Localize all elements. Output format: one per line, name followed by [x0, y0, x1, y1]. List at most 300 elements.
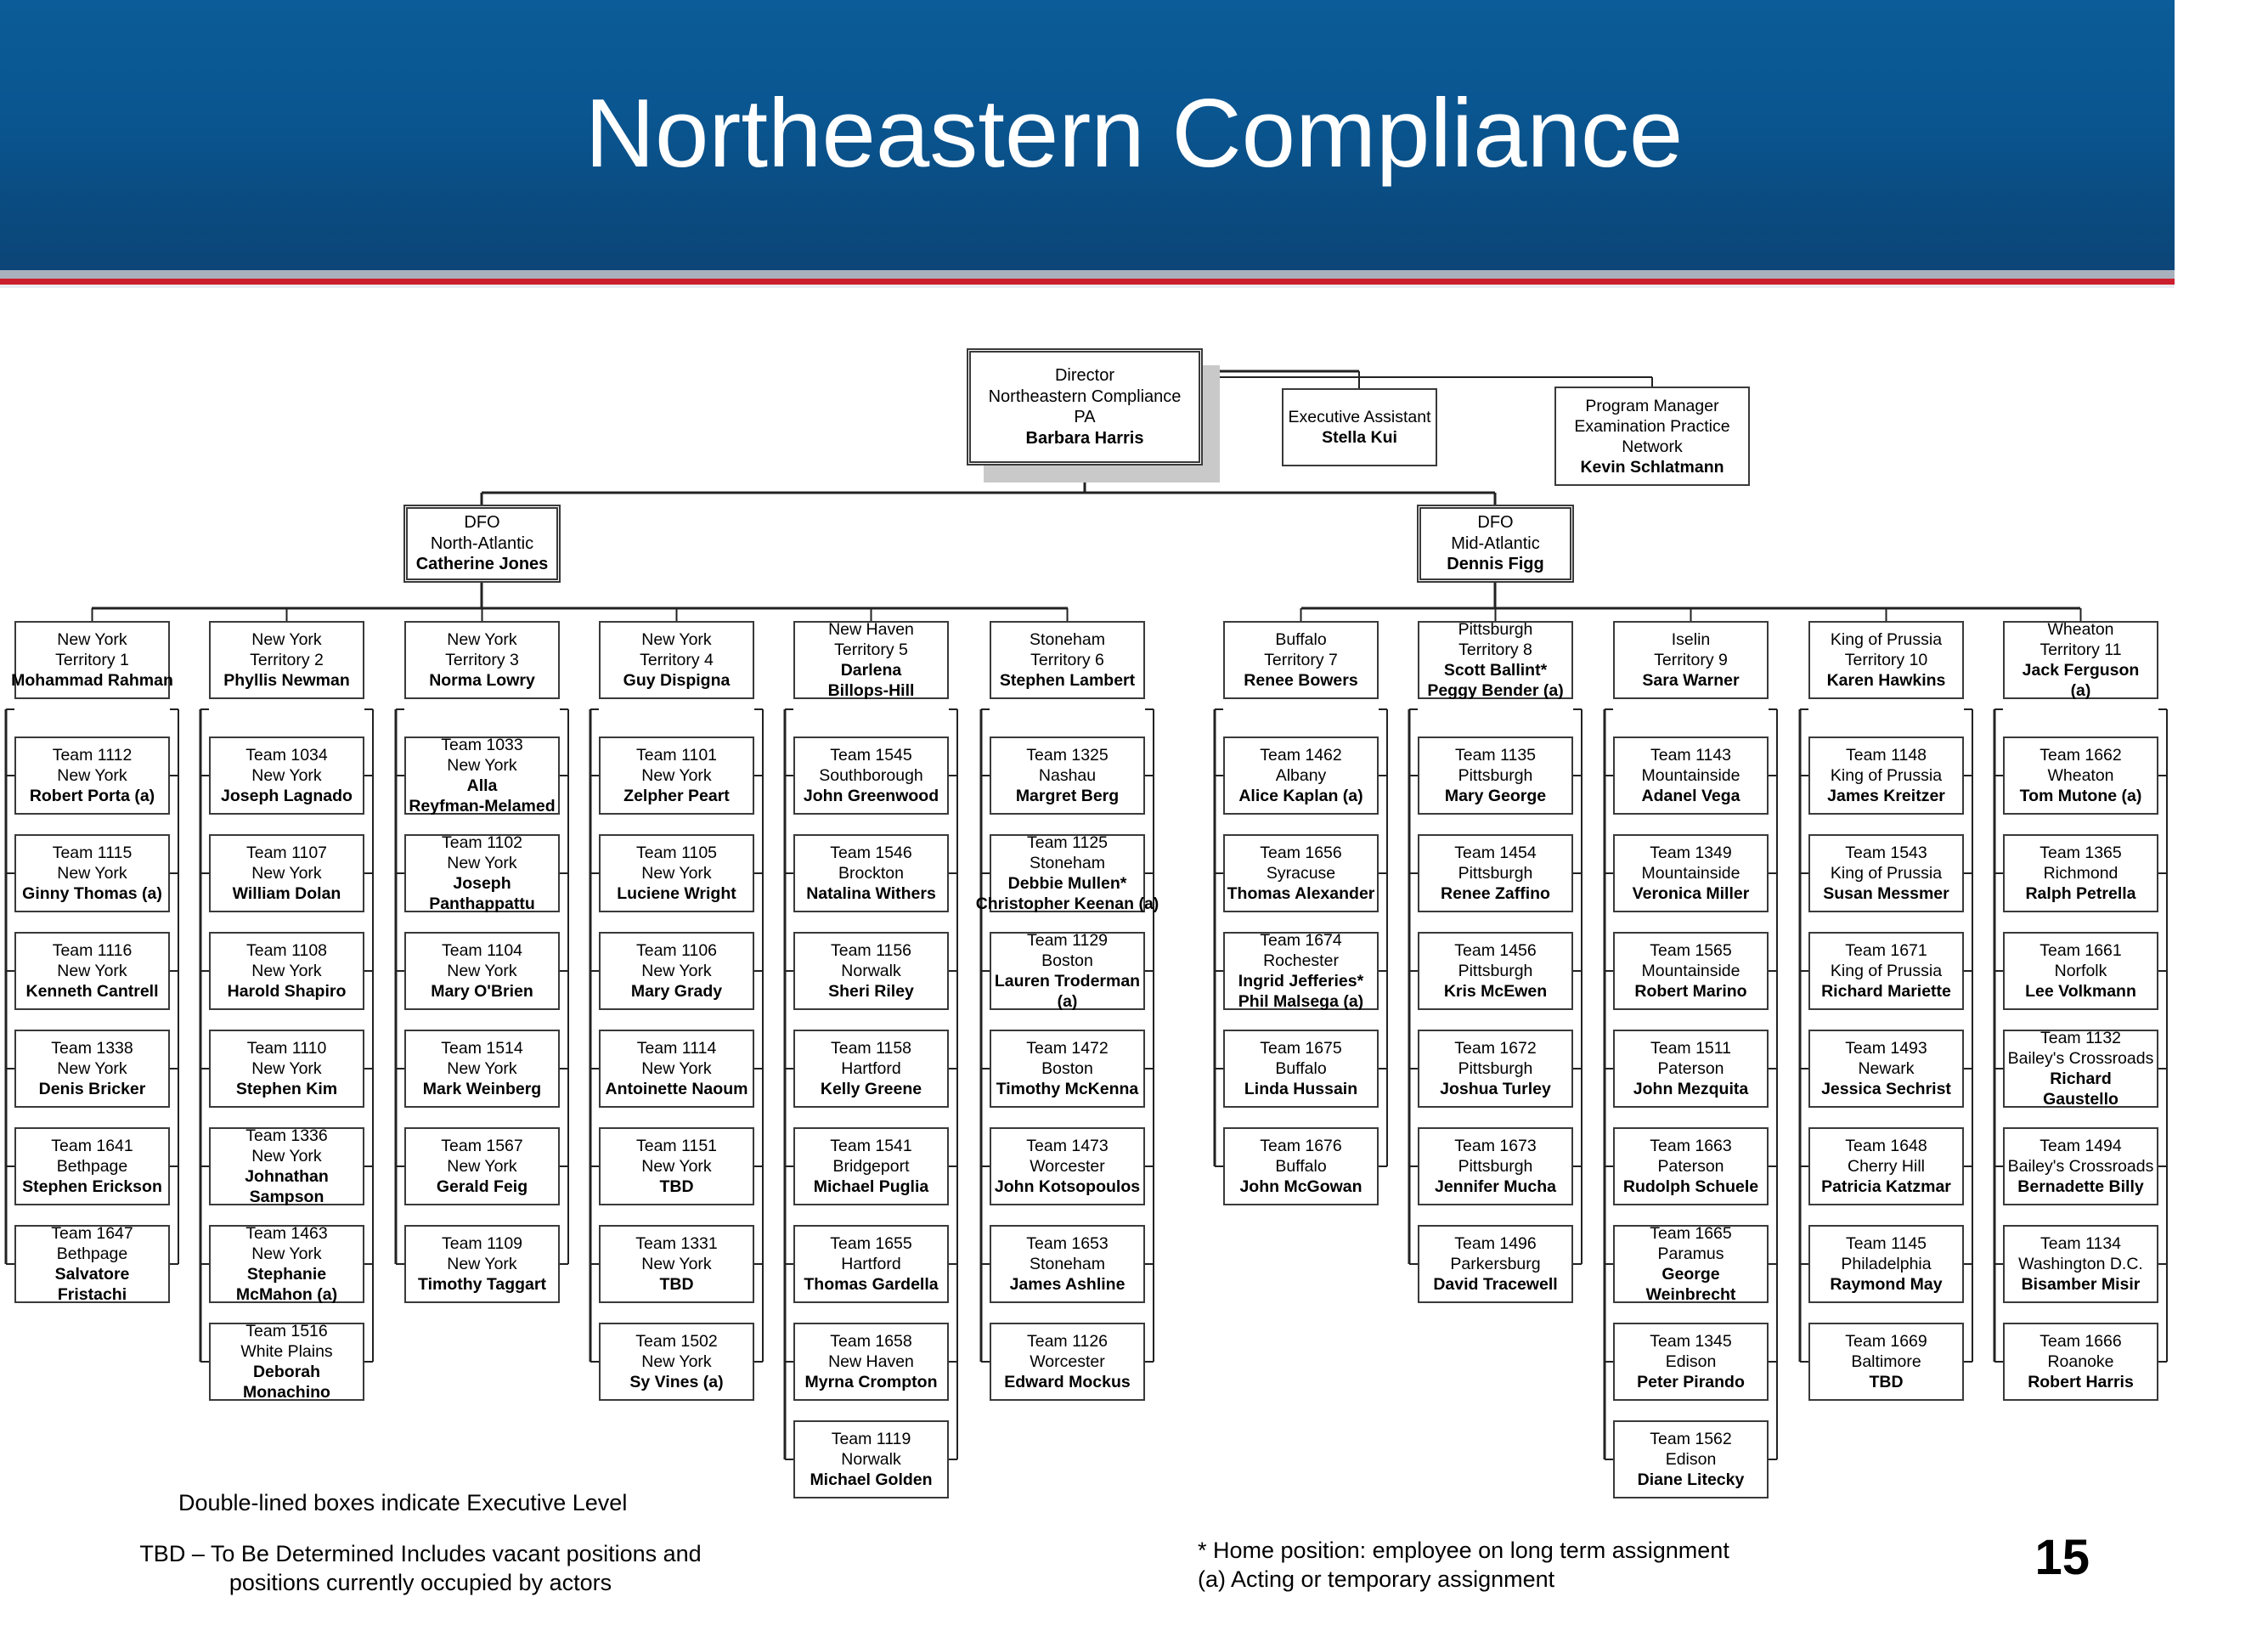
box-text-line: Team 1669	[1845, 1332, 1927, 1351]
team-box	[209, 1323, 364, 1401]
box-text-line: New York	[447, 756, 517, 775]
box-text-line: Norfolk	[2054, 962, 2107, 980]
box-text-line: Mid-Atlantic	[1451, 533, 1540, 553]
box-text-line: Buffalo	[1275, 1157, 1327, 1176]
box-text-line: Team 1502	[635, 1332, 718, 1351]
team-box	[2003, 1127, 2158, 1205]
team-box	[2003, 932, 2158, 1010]
team-box	[2003, 1225, 2158, 1303]
person-name: Timothy McKenna	[996, 1080, 1139, 1098]
box-text-line: Norwalk	[841, 962, 901, 980]
box-text-line: King of Prussia	[1830, 962, 1943, 980]
box-text-line: Team 1108	[245, 941, 328, 960]
box-text-line: Worcester	[1030, 1352, 1105, 1371]
person-name: Alice Kaplan (a)	[1238, 787, 1363, 805]
box-text-line: Pittsburgh	[1458, 766, 1533, 785]
box-text-line: Team 1106	[635, 941, 718, 960]
team-box	[1808, 834, 1964, 912]
box-text-line: PA	[1074, 408, 1096, 426]
box-text-line: Team 1143	[1650, 746, 1732, 765]
box-text-line: New York	[57, 630, 127, 649]
person-name: Mary O'Brien	[431, 982, 533, 1001]
box-text-line: Team 1511	[1650, 1039, 1732, 1058]
person-name: Richard Mariette	[1821, 982, 1951, 1001]
person-name: John McGowan	[1239, 1177, 1362, 1196]
box-text-line: Team 1107	[245, 844, 328, 862]
box-text-line: Team 1658	[830, 1332, 912, 1351]
team-box	[1613, 736, 1769, 815]
box-text-line: Territory 7	[1264, 651, 1338, 669]
box-text-line: Team 1034	[245, 746, 328, 765]
person-name: Jessica Sechrist	[1821, 1080, 1951, 1098]
box-text-line: Team 1673	[1454, 1137, 1537, 1155]
person-name: Jennifer Mucha	[1434, 1177, 1557, 1196]
territory-box-1	[11, 621, 173, 699]
box-text-line: Worcester	[1030, 1157, 1105, 1176]
box-text-line: Team 1473	[1026, 1137, 1109, 1155]
dfo-north-atlantic-box	[403, 505, 561, 583]
box-text-line: Wheaton	[2047, 620, 2114, 639]
team-box	[2003, 834, 2158, 912]
acting-assignment-note: (a) Acting or temporary assignment	[1198, 1566, 1555, 1592]
box-text-line: Team 1671	[1845, 941, 1927, 960]
box-text-line: Team 1338	[51, 1039, 133, 1058]
box-text-line: Team 1472	[1026, 1039, 1109, 1058]
team-box	[1613, 932, 1769, 1010]
person-name: Mohammad Rahman	[11, 671, 173, 690]
box-text-line: Team 1325	[1026, 746, 1109, 765]
box-text-line: Stoneham	[1030, 854, 1105, 872]
person-name: Robert Harris	[2028, 1373, 2134, 1391]
box-text-line: Boston	[1041, 951, 1093, 970]
box-text-line: New York	[57, 1059, 127, 1078]
team-box	[599, 1323, 754, 1401]
person-name: Stella Kui	[1322, 428, 1397, 447]
team-box	[793, 1420, 949, 1498]
person-name: Thomas Gardella	[804, 1275, 939, 1294]
person-name: Joseph Lagnado	[221, 787, 353, 805]
box-text-line: Pittsburgh	[1458, 1157, 1533, 1176]
box-text-line: New York	[251, 864, 322, 883]
team-box	[2003, 1323, 2158, 1401]
person-name: Antoinette Naoum	[605, 1080, 748, 1098]
box-text-line: Cherry Hill	[1847, 1157, 1925, 1176]
box-text-line: New York	[57, 766, 127, 785]
executive-assistant-box	[1282, 388, 1437, 466]
box-text-line: Team 1641	[51, 1137, 133, 1155]
box-text-line: Team 1119	[831, 1430, 911, 1448]
person-name: Thomas Alexander	[1227, 884, 1375, 903]
box-text-line: Rochester	[1263, 951, 1339, 970]
box-text-line: Team 1516	[245, 1322, 328, 1340]
box-text-line: New York	[251, 1244, 322, 1263]
box-text-line: Team 1336	[245, 1126, 328, 1145]
box-text-line: Team 1126	[1026, 1332, 1109, 1351]
team-box	[599, 1225, 754, 1303]
team-box	[1223, 834, 1379, 912]
team-box	[1613, 1323, 1769, 1401]
box-text-line: Team 1033	[441, 736, 523, 754]
box-text-line: Examination Practice	[1574, 416, 1730, 436]
person-name: Robert Porta (a)	[29, 787, 155, 805]
person-name: TBD	[1869, 1373, 1904, 1391]
team-box	[990, 736, 1145, 815]
box-text-line: Team 1543	[1845, 844, 1927, 862]
person-name: Adanel Vega	[1641, 787, 1740, 805]
team-box	[793, 1030, 949, 1108]
team-box	[209, 1030, 364, 1108]
team-box	[793, 1127, 949, 1205]
team-box	[14, 834, 170, 912]
page-title: Northeastern Compliance	[584, 80, 1684, 188]
box-text-line: Baltimore	[1851, 1352, 1921, 1371]
person-name: Deborah Monachino	[243, 1363, 330, 1402]
box-text-line: Team 1115	[52, 844, 133, 862]
team-box	[1613, 1127, 1769, 1205]
person-name: Zelpher Peart	[623, 787, 730, 805]
box-text-line: Team 1132	[2040, 1029, 2122, 1047]
box-text-line: New York	[57, 864, 127, 883]
box-text-line: Edison	[1665, 1352, 1717, 1371]
person-name: Mary Grady	[630, 982, 723, 1001]
team-box	[1418, 1030, 1573, 1108]
box-text-line: New York	[641, 766, 712, 785]
box-text-line: Team 1345	[1650, 1332, 1732, 1351]
team-box	[209, 1127, 364, 1205]
person-name: Kris McEwen	[1443, 982, 1548, 1001]
team-box	[1808, 1127, 1964, 1205]
person-name: Gerald Feig	[436, 1177, 528, 1196]
person-name: Stephen Erickson	[22, 1177, 162, 1196]
person-name: John Kotsopoulos	[994, 1177, 1141, 1196]
box-text-line: Territory 6	[1030, 651, 1104, 669]
box-text-line: Hartford	[841, 1059, 901, 1078]
territory-box-4	[599, 621, 754, 699]
person-name: Richard Gaustello	[2043, 1069, 2118, 1109]
box-text-line: Team 1151	[635, 1137, 718, 1155]
person-name: Joseph Panthappattu	[429, 874, 535, 913]
person-name: Michael Golden	[810, 1470, 933, 1489]
territory-box-11	[2003, 621, 2158, 699]
person-name: Rudolph Schuele	[1622, 1177, 1759, 1196]
team-box	[14, 1225, 170, 1303]
team-box	[14, 736, 170, 815]
box-text-line: Team 1331	[635, 1234, 718, 1253]
box-text-line: Team 1676	[1260, 1137, 1342, 1155]
page-number: 15	[2034, 1530, 2090, 1585]
box-text-line: Team 1656	[1260, 844, 1342, 862]
box-text-line: White Plains	[240, 1342, 333, 1361]
person-name: Alla Reyfman-Melamed	[409, 776, 556, 816]
team-box	[2003, 736, 2158, 815]
box-text-line: Territory 10	[1844, 651, 1928, 669]
box-text-line: Team 1672	[1454, 1039, 1537, 1058]
box-text-line: Paramus	[1657, 1244, 1724, 1263]
team-box	[793, 1225, 949, 1303]
box-text-line: Team 1145	[1845, 1234, 1927, 1253]
box-text-line: Team 1666	[2040, 1332, 2122, 1351]
team-box	[404, 1225, 560, 1303]
team-box	[1808, 1323, 1964, 1401]
person-name: Michael Puglia	[813, 1177, 929, 1196]
team-box	[793, 1323, 949, 1401]
person-name: Ginny Thomas (a)	[22, 884, 162, 903]
box-text-line: Team 1494	[2040, 1137, 2122, 1155]
tbd-note-line-1: TBD – To Be Determined Includes vacant positions and	[139, 1541, 702, 1566]
box-text-line: Team 1565	[1650, 941, 1732, 960]
team-box	[1418, 1127, 1573, 1205]
territory-box-7	[1223, 621, 1379, 699]
box-text-line: Team 1496	[1454, 1234, 1537, 1253]
box-text-line: Team 1104	[441, 941, 523, 960]
box-text-line: Team 1647	[51, 1224, 133, 1243]
box-text-line: Pittsburgh	[1458, 864, 1533, 883]
territory-box-5	[793, 621, 949, 699]
dfo-mid-atlantic-box	[1417, 505, 1574, 583]
box-text-line: New York	[447, 1059, 517, 1078]
box-text-line: King of Prussia	[1830, 766, 1943, 785]
person-name: Diane Litecky	[1637, 1470, 1745, 1489]
box-text-line: Bailey's Crossroads	[2007, 1157, 2154, 1176]
person-name: Natalina Withers	[806, 884, 936, 903]
person-name: Mary George	[1444, 787, 1547, 805]
person-name: John Mezquita	[1633, 1080, 1749, 1098]
team-box	[1613, 1030, 1769, 1108]
person-name: Jack Ferguson (a)	[2022, 661, 2140, 700]
box-text-line: Team 1125	[1026, 833, 1109, 852]
box-text-line: Team 1541	[830, 1137, 912, 1155]
person-name: Sara Warner	[1642, 671, 1740, 690]
box-text-line: Team 1105	[635, 844, 718, 862]
box-text-line: Philadelphia	[1841, 1255, 1932, 1273]
person-name: Harold Shapiro	[227, 982, 347, 1001]
team-box	[404, 736, 560, 815]
box-text-line: New York	[641, 1255, 712, 1273]
team-box	[990, 932, 1145, 1010]
box-text-line: Parkersburg	[1450, 1255, 1541, 1273]
person-name: James Kreitzer	[1827, 787, 1945, 805]
team-box	[1613, 1420, 1769, 1498]
box-text-line: Team 1156	[830, 941, 912, 960]
box-text-line: DFO	[464, 513, 500, 533]
box-text-line: Pittsburgh	[1458, 1059, 1533, 1078]
box-text-line: Network	[1622, 437, 1683, 456]
box-text-line: Team 1493	[1845, 1039, 1927, 1058]
person-name: Lee Volkmann	[2025, 982, 2136, 1001]
box-text-line: Territory 9	[1654, 651, 1728, 669]
person-name: Renee Zaffino	[1441, 884, 1550, 903]
box-text-line: New York	[447, 962, 517, 980]
box-text-line: Stoneham	[1030, 630, 1105, 649]
team-box	[404, 932, 560, 1010]
team-box	[599, 1127, 754, 1205]
person-name: Johnathan Sampson	[245, 1167, 329, 1206]
box-text-line: Nashau	[1038, 766, 1097, 785]
person-name: Timothy Taggart	[418, 1275, 546, 1294]
team-box	[1613, 1225, 1769, 1303]
territory-box-3	[404, 621, 560, 699]
team-box	[1223, 1127, 1379, 1205]
box-text-line: Team 1109	[441, 1234, 523, 1253]
box-text-line: Team 1349	[1650, 844, 1732, 862]
team-box	[599, 834, 754, 912]
person-name: Linda Hussain	[1244, 1080, 1358, 1098]
person-name: Salvatore Fristachi	[54, 1265, 130, 1304]
box-text-line: Albany	[1275, 766, 1327, 785]
box-text-line: Team 1135	[1454, 746, 1537, 765]
box-text-line: Territory 8	[1458, 641, 1532, 659]
territory-box-10	[1808, 621, 1964, 699]
box-text-line: Paterson	[1657, 1157, 1724, 1176]
person-name: Ingrid Jefferies* Phil Malsega (a)	[1238, 972, 1364, 1011]
person-name: TBD	[659, 1275, 694, 1294]
person-name: Darlena Billops-Hill	[827, 661, 915, 700]
person-name: Barbara Harris	[1025, 428, 1144, 448]
team-box	[404, 1127, 560, 1205]
box-text-line: Director	[1054, 366, 1114, 385]
team-box	[209, 932, 364, 1010]
box-text-line: New York	[251, 630, 322, 649]
person-name: TBD	[659, 1177, 694, 1196]
box-text-line: New York	[641, 1352, 712, 1371]
box-text-line: Territory 3	[445, 651, 519, 669]
team-box	[990, 1127, 1145, 1205]
person-name: Stephen Kim	[235, 1080, 338, 1098]
team-box	[990, 1225, 1145, 1303]
box-text-line: Bridgeport	[832, 1157, 910, 1176]
box-text-line: Team 1462	[1260, 746, 1342, 765]
box-text-line: Mountainside	[1641, 864, 1740, 883]
person-name: Renee Bowers	[1244, 671, 1358, 690]
box-text-line: Team 1365	[2040, 844, 2122, 862]
box-text-line: Territory 11	[2040, 641, 2122, 659]
box-text-line: Newark	[1858, 1059, 1915, 1078]
team-box	[1223, 1030, 1379, 1108]
box-text-line: New York	[447, 630, 517, 649]
director-box	[967, 348, 1203, 466]
person-name: Catherine Jones	[415, 555, 549, 574]
team-box	[793, 736, 949, 815]
box-text-line: Buffalo	[1275, 630, 1327, 649]
box-text-line: Richmond	[2043, 864, 2118, 883]
team-box	[209, 1225, 364, 1303]
box-text-line: Team 1665	[1650, 1224, 1732, 1243]
box-text-line: Team 1675	[1260, 1039, 1342, 1058]
box-text-line: North-Atlantic	[430, 533, 534, 553]
team-box	[1808, 1030, 1964, 1108]
person-name: Lauren Troderman (a)	[994, 972, 1141, 1011]
box-text-line: Team 1567	[441, 1137, 523, 1155]
box-text-line: Team 1110	[246, 1039, 327, 1058]
box-text-line: Iselin	[1671, 630, 1711, 649]
person-name: Dennis Figg	[1447, 555, 1544, 574]
box-text-line: Territory 5	[834, 641, 908, 659]
home-position-note: * Home position: employee on long term assignment	[1198, 1538, 1729, 1563]
box-text-line: Territory 4	[640, 651, 714, 669]
box-text-line: Executive Assistant	[1288, 408, 1431, 426]
team-box	[1808, 932, 1964, 1010]
territory-box-6	[990, 621, 1145, 699]
box-text-line: Team 1514	[441, 1039, 523, 1058]
person-name: Mark Weinberg	[422, 1080, 542, 1098]
person-name: Veronica Miller	[1632, 884, 1750, 903]
person-name: Phyllis Newman	[223, 671, 350, 690]
box-text-line: DFO	[1477, 513, 1514, 533]
box-text-line: King of Prussia	[1830, 864, 1943, 883]
team-box	[1808, 1225, 1964, 1303]
box-text-line: New Haven	[828, 1352, 914, 1371]
person-name: Sy Vines (a)	[629, 1373, 724, 1391]
box-text-line: Syracuse	[1266, 864, 1336, 883]
program-manager-box	[1554, 387, 1750, 486]
person-name: Bisamber Misir	[2021, 1275, 2141, 1294]
box-text-line: New York	[57, 962, 127, 980]
box-text-line: Bailey's Crossroads	[2007, 1049, 2154, 1068]
person-name: Kevin Schlatmann	[1580, 457, 1724, 477]
box-text-line: New York	[251, 1059, 322, 1078]
team-box	[14, 1030, 170, 1108]
box-text-line: New Haven	[828, 620, 914, 639]
box-text-line: Team 1134	[2040, 1234, 2122, 1253]
box-text-line: New York	[447, 1157, 517, 1176]
person-name: Myrna Crompton	[804, 1373, 938, 1391]
box-text-line: Norwalk	[841, 1450, 901, 1469]
team-box	[1223, 736, 1379, 815]
box-text-line: Buffalo	[1275, 1059, 1327, 1078]
person-name: Stephanie McMahon (a)	[235, 1265, 338, 1304]
person-name: Karen Hawkins	[1826, 671, 1946, 690]
box-text-line: Team 1661	[2040, 941, 2122, 960]
box-text-line: Team 1454	[1454, 844, 1537, 862]
box-text-line: Territory 1	[55, 651, 129, 669]
person-name: Debbie Mullen* Christopher Keenan (a)	[975, 874, 1159, 913]
box-text-line: Hartford	[841, 1255, 901, 1273]
box-text-line: Team 1662	[2040, 746, 2122, 765]
box-text-line: Territory 2	[250, 651, 324, 669]
person-name: Kelly Greene	[820, 1080, 922, 1098]
box-text-line: New York	[251, 766, 322, 785]
person-name: Tom Mutone (a)	[2019, 787, 2142, 805]
team-box	[209, 736, 364, 815]
box-text-line: Team 1648	[1845, 1137, 1927, 1155]
box-text-line: New York	[641, 630, 712, 649]
team-box	[990, 1323, 1145, 1401]
person-name: Patricia Katzmar	[1821, 1177, 1951, 1196]
box-text-line: Team 1158	[830, 1039, 912, 1058]
team-box	[599, 1030, 754, 1108]
box-text-line: Team 1129	[1026, 931, 1109, 950]
box-text-line: Team 1148	[1845, 746, 1927, 765]
person-name: Bernadette Billy	[2017, 1177, 2144, 1196]
box-text-line: King of Prussia	[1830, 630, 1943, 649]
box-text-line: New York	[447, 1255, 517, 1273]
person-name: Scott Ballint* Peggy Bender (a)	[1427, 661, 1564, 700]
box-text-line: Mountainside	[1641, 766, 1740, 785]
person-name: Edward Mockus	[1004, 1373, 1131, 1391]
box-text-line: Stoneham	[1030, 1255, 1105, 1273]
box-text-line: Team 1562	[1650, 1430, 1732, 1448]
team-box	[793, 834, 949, 912]
box-text-line: New York	[641, 864, 712, 883]
team-box	[1418, 736, 1573, 815]
team-box	[1808, 736, 1964, 815]
box-text-line: New York	[251, 962, 322, 980]
person-name: George Weinbrecht	[1645, 1265, 1736, 1304]
person-name: Luciene Wright	[617, 884, 736, 903]
person-name: Norma Lowry	[429, 671, 535, 690]
person-name: John Greenwood	[803, 787, 939, 805]
box-text-line: Team 1116	[52, 941, 133, 960]
